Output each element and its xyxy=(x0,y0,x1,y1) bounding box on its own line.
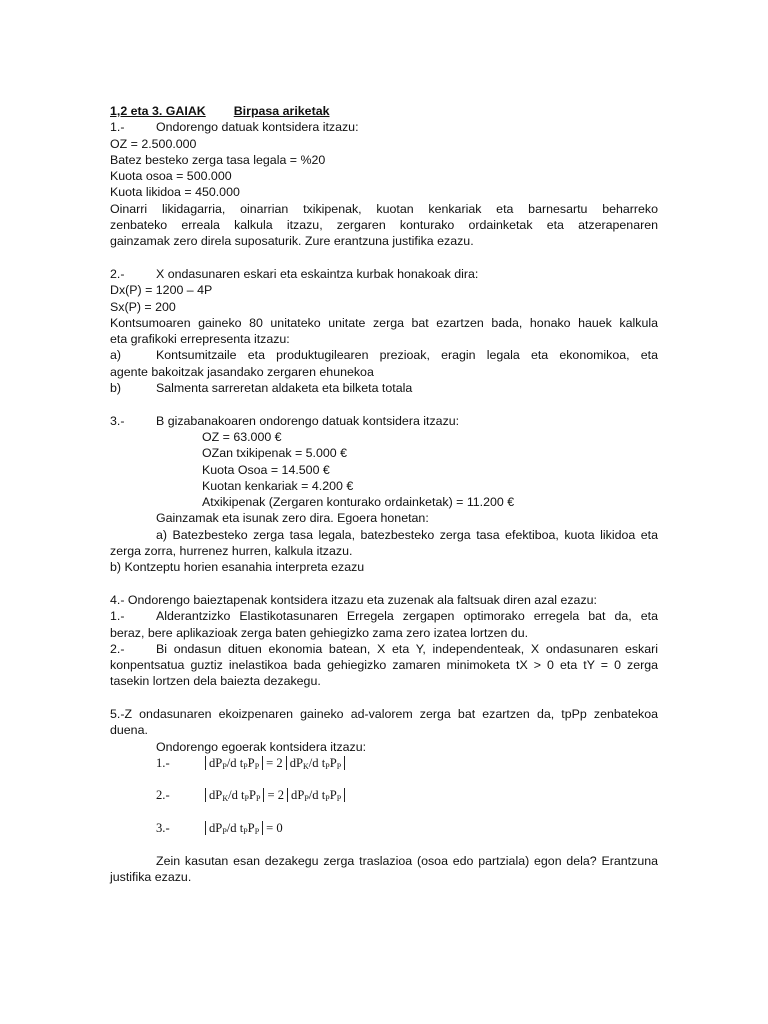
formula-2-coef: = 2 xyxy=(267,788,285,803)
ex4-statement-1-text: Alderantzizko Elastikotasunaren Erregela zergapen optimorako erregela bat da, eta xyxy=(156,609,658,624)
ex1-tax-rate: Batez besteko zerga tasa legala = %20 xyxy=(110,152,326,167)
abs-bar xyxy=(287,788,288,802)
abs-bar xyxy=(344,788,345,802)
ex2-item-a-line-1 xyxy=(110,347,658,363)
ex4-intro: 4.- Ondorengo baieztapenak kontsidera itzazu eta zuzenak ala faltsuak diren azal ezazu: xyxy=(110,592,597,607)
ex5-question-line-1: Zein kasutan esan dezakegu zerga traslazioa (osoa edo partziala) egon dela? Erantzuna xyxy=(156,853,658,868)
abs-bar xyxy=(344,756,345,770)
ex5-question-line-2: justifika ezazu. xyxy=(110,869,192,884)
ex2-text-line-1: Kontsumoaren gaineko 80 unitateko unitate zerga bat ezartzen bada, honako hauek kalkula xyxy=(110,315,658,330)
ex5-text-line-2: duena. xyxy=(110,723,148,738)
abs-bar xyxy=(205,788,206,802)
ex1-number: 1.- xyxy=(110,120,125,135)
ex4-statement-2-line-3: tasekin lortzen dela baiezta dezakegu. xyxy=(110,674,321,689)
ex3-item-b: b) Kontzeptu horien esanahia interpreta ezazu xyxy=(110,560,365,575)
abs-bar xyxy=(205,821,206,835)
ex3-number: 3.- xyxy=(110,413,125,428)
abs-bar xyxy=(262,821,263,835)
spacer xyxy=(110,396,658,412)
ex3-item-oz-reductions: OZan txikipenak = 5.000 € xyxy=(202,446,347,461)
ex1-intro: Ondorengo datuak kontsidera itzazu: xyxy=(156,120,359,135)
formula-2-number: 2.- xyxy=(156,788,170,803)
ex2-item-b-label: b) xyxy=(110,381,122,396)
ex3-intro-line xyxy=(110,413,658,429)
abs-bar xyxy=(263,788,264,802)
ex5-formula-1: 1.- $dP_P/d$ $t_PP_P = 2$ $dP_K/d$ $t_PP_P$ xyxy=(110,755,658,788)
abs-bar xyxy=(205,756,206,770)
ex1-quota-net: Kuota likidoa = 450.000 xyxy=(110,185,240,200)
ex3-intro: B gizabanakoaren ondorengo datuak kontsidera itzazu: xyxy=(156,413,460,428)
ex3-item-oz: OZ = 63.000 € xyxy=(202,429,282,444)
ex4-statement-2-number: 2.- xyxy=(110,641,125,656)
ex2-item-a-label: a) xyxy=(110,348,122,363)
ex2-item-b-text: Salmenta sarreretan aldaketa eta bilketa totala xyxy=(156,381,413,396)
abs-bar xyxy=(262,756,263,770)
ex3-note: Gainzamak eta isunak zero dira. Egoera honetan: xyxy=(156,511,429,526)
spacer xyxy=(110,690,658,706)
ex2-intro-line xyxy=(110,266,658,282)
ex2-item-b-line xyxy=(110,380,658,396)
formula-1-coef: = 2 xyxy=(266,755,283,770)
document-page xyxy=(110,103,658,885)
spacer xyxy=(110,576,658,592)
ex3-item-quota-full: Kuota Osoa = 14.500 € xyxy=(202,462,330,477)
heading-title: 1,2 eta 3. GAIAK xyxy=(110,104,206,118)
ex2-supply: Sx(P) = 200 xyxy=(110,299,176,314)
ex1-intro-line xyxy=(110,119,658,135)
ex4-statement-2-text: Bi ondasun dituen ekonomia batean, X eta Y, independenteak, X ondasunaren eskari xyxy=(156,641,658,656)
ex1-text-line-2: zenbateko erreala kalkula itzazu, zergaren konturako ordainketak eta atzerapenaren xyxy=(110,218,658,233)
ex5-formula-3: 3.- $dP_P/d$ $t_PP_P = 0$ xyxy=(156,821,283,837)
ex4-statement-2-line-1 xyxy=(110,641,658,657)
ex2-demand: Dx(P) = 1200 – 4P xyxy=(110,283,213,298)
heading-subtitle: Birpasa ariketak xyxy=(233,104,330,118)
ex4-statement-1-number: 1.- xyxy=(110,609,125,624)
ex3-item-a-line-2: zerga zorra, hurrenez hurren, kalkula itzazu. xyxy=(110,544,353,559)
ex2-item-a-line-2: agente bakoitzak jasandako zergaren ehunekoa xyxy=(110,364,374,379)
ex1-text-line-1: Oinarri likidagarria, oinarrian txikipenak, kuotan kenkariak eta barnesartu beharreko xyxy=(110,201,658,216)
ex3-item-a-line-1: a) Batezbesteko zerga tasa legala, batezbesteko zerga tasa efektiboa, kuota likidoa eta xyxy=(156,527,658,542)
ex2-text-line-2: eta grafikoki errepresenta itzazu: xyxy=(110,332,290,347)
ex2-number: 2.- xyxy=(110,266,125,281)
ex2-intro: X ondasunaren eskari eta eskaintza kurbak honakoak dira: xyxy=(156,266,479,281)
ex4-statement-2-line-2: konpentsatua guztiz inelastikoa bada gehiegizko zamaren minimoketa tX > 0 eta tY = 0 zerga xyxy=(110,658,658,673)
formula-3-number: 3.- xyxy=(156,821,170,836)
ex2-item-a-text: Kontsumitzaile eta produktugilearen prezioak, eragin legala eta ekonomikoa, eta xyxy=(156,348,658,363)
formula-1-number: 1.- xyxy=(156,755,170,770)
ex3-item-quota-deductions: Kuotan kenkariak = 4.200 € xyxy=(202,478,354,493)
formula-3-rhs: = 0 xyxy=(266,821,283,836)
ex5-text-line-1: 5.-Z ondasunaren ekoizpenaren gaineko ad-valorem zerga bat ezartzen da, tpPp zenbatekoa xyxy=(110,706,658,721)
ex5-intro: Ondorengo egoerak kontsidera itzazu: xyxy=(156,739,367,754)
ex5-formula-2: 2.- $dP_K/d$ $t_PP_P = 2$ $dP_P/d$ $t_PP_P$ xyxy=(110,787,658,820)
ex1-quota-full: Kuota osoa = 500.000 xyxy=(110,169,232,184)
ex3-item-withholdings: Atxikipenak (Zergaren konturako ordainketak) = 11.200 € xyxy=(202,495,515,510)
abs-bar xyxy=(286,756,287,770)
spacer xyxy=(110,250,658,266)
ex1-text-line-3: gainzamak zero direla suposaturik. Zure erantzuna justifika ezazu. xyxy=(110,234,474,249)
ex4-statement-1-line-1 xyxy=(110,608,658,624)
ex4-statement-1-line-2: beraz, bere aplikazioak zerga baten gehiegizko zama zero izatea lortzen du. xyxy=(110,625,529,640)
document-heading xyxy=(110,103,658,119)
ex1-oz: OZ = 2.500.000 xyxy=(110,136,197,151)
